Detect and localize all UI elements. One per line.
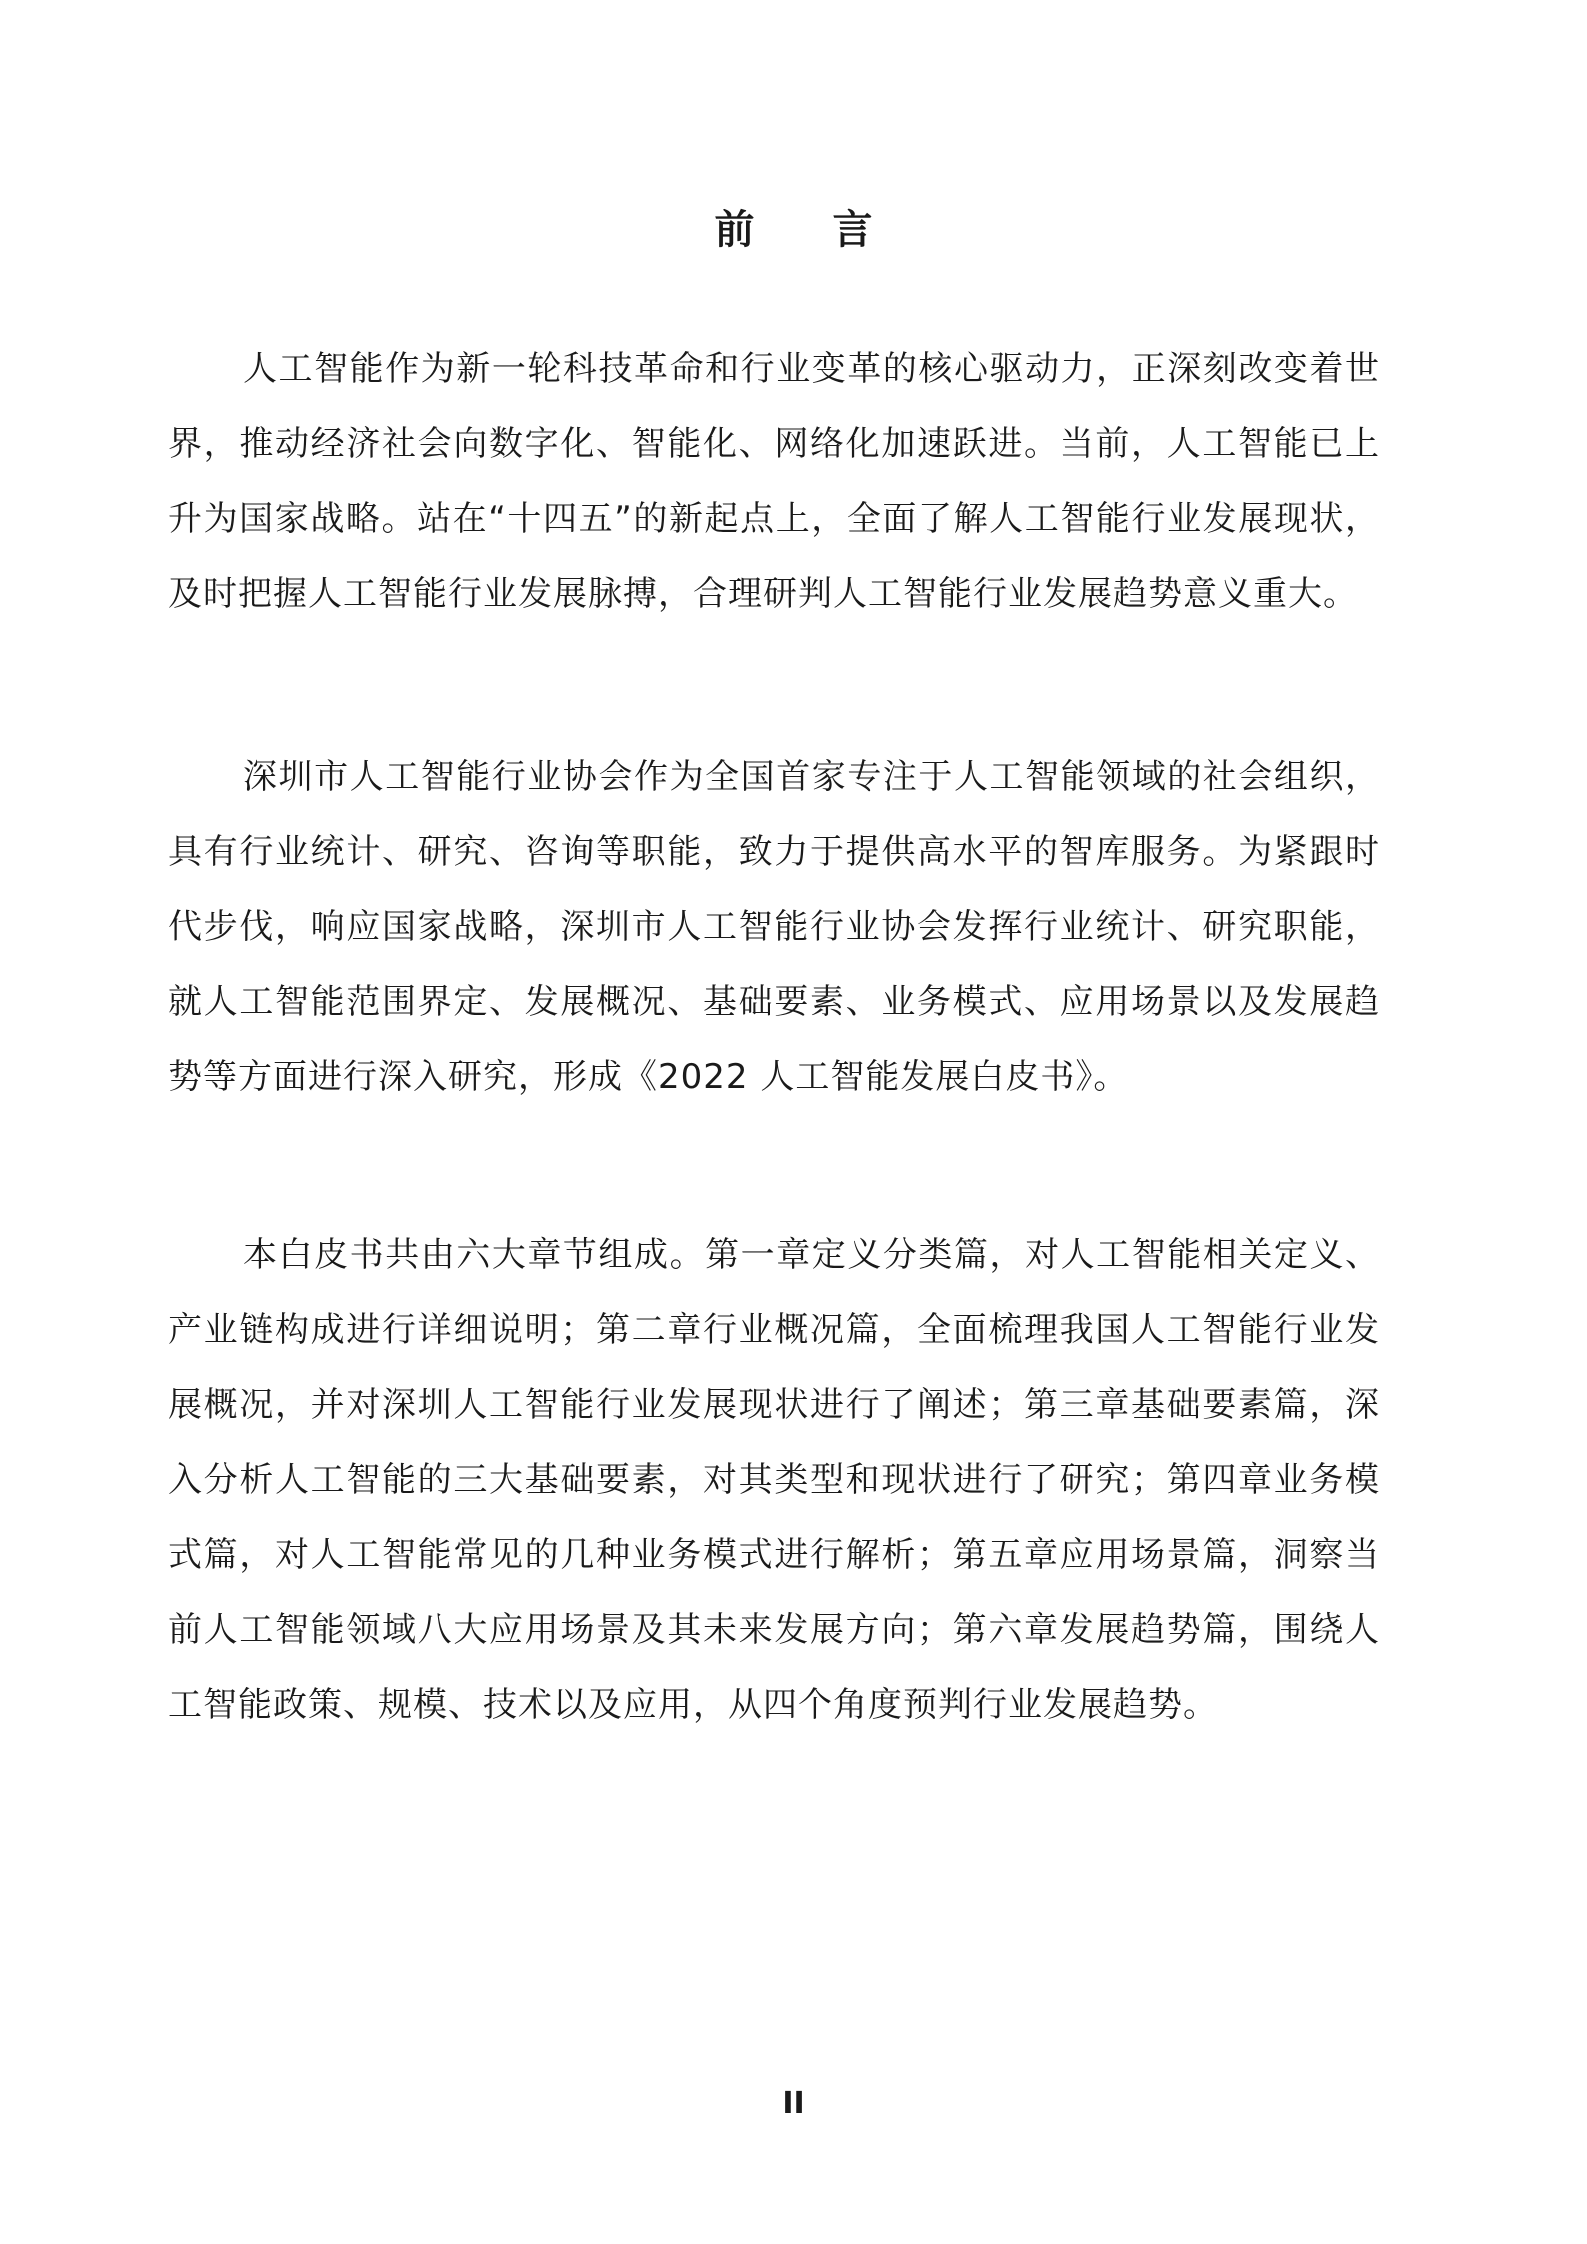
page-title: 前 言 bbox=[714, 207, 905, 253]
page-number: II bbox=[782, 2086, 805, 2121]
paragraph-chapters-overview: 本白皮书共由六大章节组成。第一章定义分类篇，对人工智能相关定义、产业链构成进行详细说明；第二章行业概况篇，全面梳理我国人工智能行业发展概况，并对深圳人工智能行业发展现状进行了阐述；第三章基础要素篇，深入分析人工智能的三大基础要素，对其类型和现状进行了研究；第四章业务模式篇，对人工智能常见的几种业务模式进行解析；第五章应用场景篇，洞察当前人工智能领域八大应用场景及其未来发展方向；第六章发展趋势篇，围绕人工智能政策、规模、技术以及应用，从四个角度预判行业发展趋势。 bbox=[168, 1235, 1380, 1725]
paragraph-introduction: 人工智能作为新一轮科技革命和行业变革的核心驱动力，正深刻改变着世界，推动经济社会向数字化、智能化、网络化加速跃进。当前，人工智能已上升为国家战略。站在“十四五”的新起点上，全面了解人工智能行业发展现状，及时把握人工智能行业发展脉搏，合理研判人工智能行业发展趋势意义重大。 bbox=[168, 349, 1380, 614]
paragraph-association: 深圳市人工智能行业协会作为全国首家专注于人工智能领域的社会组织，具有行业统计、研究、咨询等职能，致力于提供高水平的智库服务。为紧跟时代步伐，响应国家战略，深圳市人工智能行业协会发挥行业统计、研究职能，就人工智能范围界定、发展概况、基础要素、业务模式、应用场景以及发展趋势等方面进行深入研究，形成《2022 人工智能发展白皮书》。 bbox=[168, 757, 1380, 1097]
